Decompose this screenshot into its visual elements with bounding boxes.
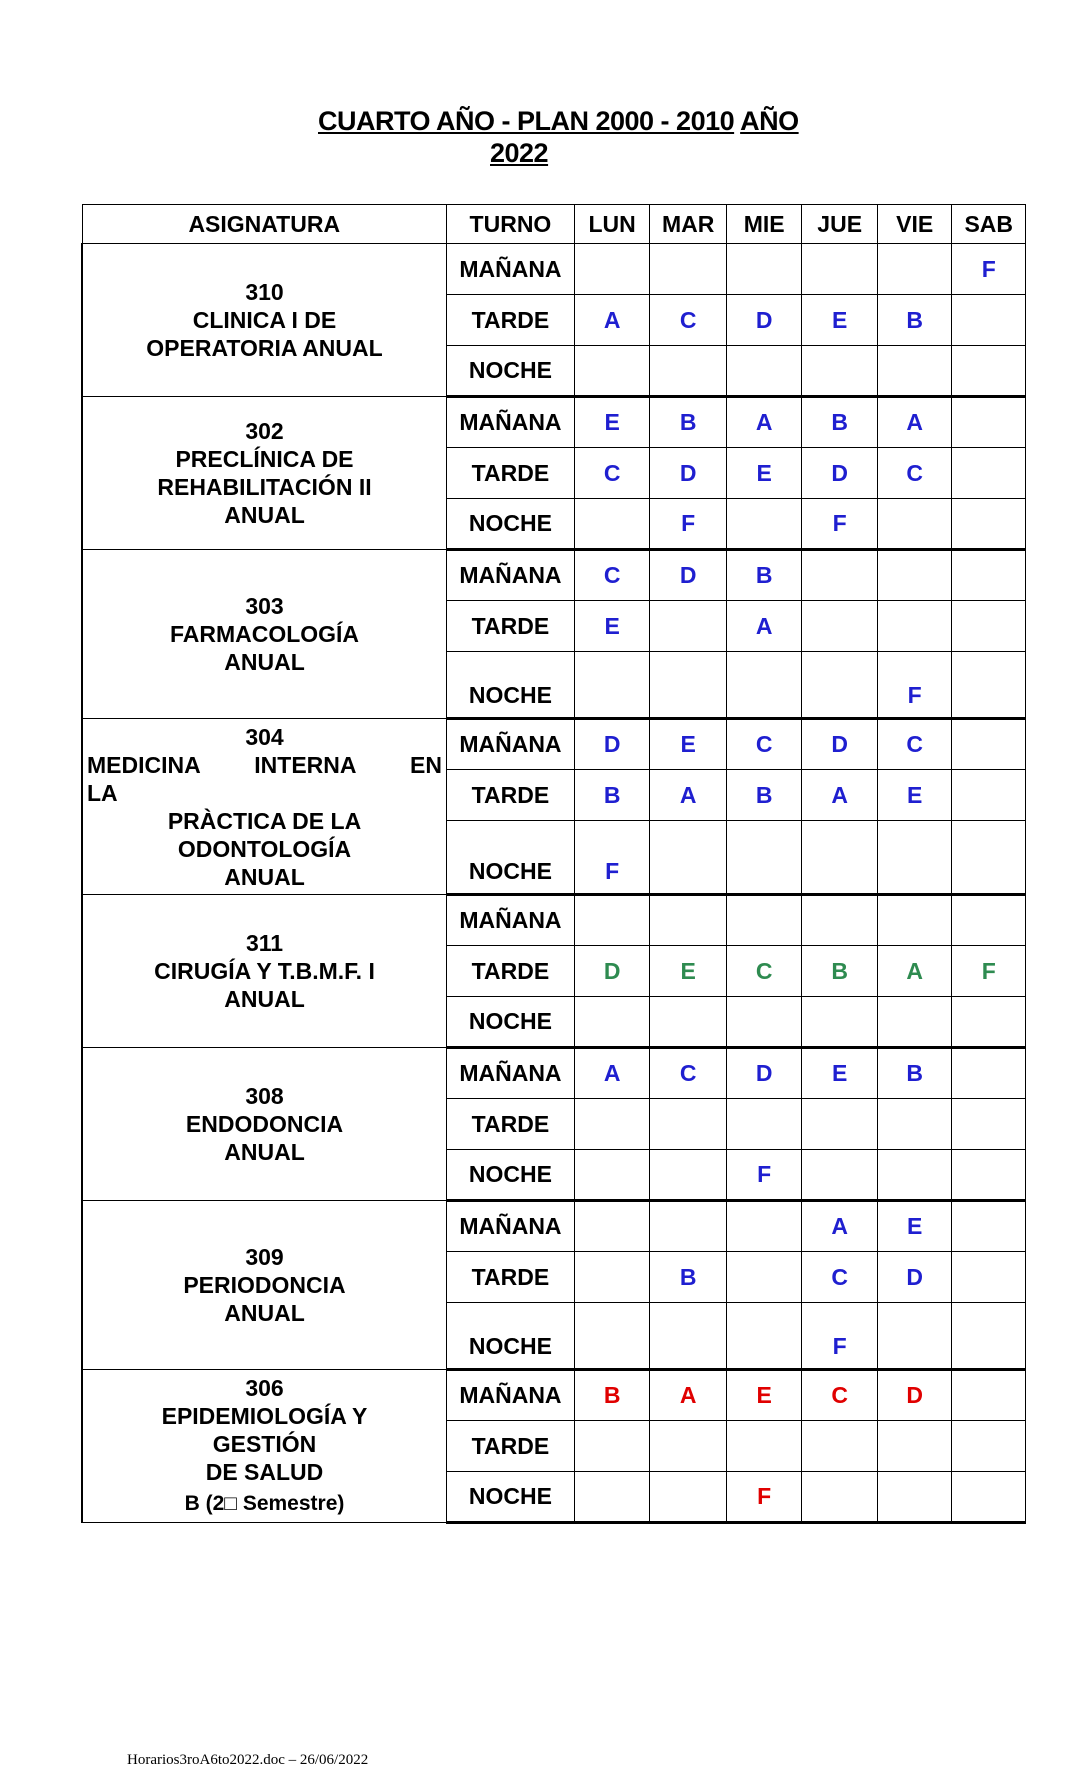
group-cell [726, 652, 802, 719]
group-cell [650, 895, 727, 946]
group-cell [650, 652, 727, 719]
group-cell: F [877, 652, 952, 719]
group-cell [802, 1150, 878, 1201]
group-cell: B [650, 397, 727, 448]
subject-code: 311 [245, 930, 284, 956]
header-mar: MAR [650, 205, 727, 244]
group-cell: A [802, 770, 878, 821]
group-cell [877, 1150, 952, 1201]
group-cell: B [574, 1370, 650, 1421]
group-cell [802, 1099, 878, 1150]
group-cell [726, 499, 802, 550]
shift-label: NOCHE [447, 997, 575, 1048]
group-cell [877, 1472, 952, 1523]
group-cell [650, 1150, 727, 1201]
shift-label: MAÑANA [447, 1370, 575, 1421]
shift-label: MAÑANA [447, 719, 575, 770]
group-cell [574, 1252, 650, 1303]
group-cell [802, 346, 878, 397]
group-cell [802, 601, 878, 652]
shift-label: MAÑANA [447, 244, 575, 295]
subject-name-line: EPIDEMIOLOGÍA Y [161, 1403, 368, 1429]
group-cell [952, 601, 1026, 652]
subject-name-line: LA [87, 779, 118, 806]
group-cell: C [574, 550, 650, 601]
group-cell: B [574, 770, 650, 821]
group-cell: D [802, 448, 878, 499]
group-cell [877, 346, 952, 397]
subject-cell [82, 397, 447, 550]
group-cell [877, 895, 952, 946]
subject-name-line: GESTIÓN [212, 1431, 317, 1457]
group-cell: C [650, 1048, 727, 1099]
group-cell [952, 1421, 1026, 1472]
group-cell: E [726, 448, 802, 499]
group-cell: A [877, 946, 952, 997]
group-cell: E [877, 1201, 952, 1252]
schedule-row [82, 895, 1026, 946]
group-cell: E [574, 397, 650, 448]
title-line-1 [318, 106, 799, 136]
group-cell [802, 997, 878, 1048]
schedule-row [82, 550, 1026, 601]
subject-cell [82, 1370, 447, 1523]
title-line-2 [490, 138, 548, 168]
subject-name-line: B (2□ Semestre) [184, 1492, 345, 1515]
group-cell: E [877, 770, 952, 821]
subject-cell [82, 550, 447, 719]
group-cell [650, 1099, 727, 1150]
group-cell: A [650, 770, 727, 821]
footer-filename: Horarios3roA6to2022.doc – 26/06/2022 [127, 1752, 369, 1768]
group-cell [877, 499, 952, 550]
group-cell: B [726, 550, 802, 601]
group-cell [952, 1150, 1026, 1201]
header-row [82, 205, 1026, 244]
schedule-row [82, 1370, 1026, 1421]
group-cell [650, 244, 727, 295]
group-cell: B [650, 1252, 727, 1303]
group-cell: F [952, 244, 1026, 295]
header-lun: LUN [574, 205, 650, 244]
group-cell: B [877, 1048, 952, 1099]
subject-name-line: REHABILITACIÓN II [157, 474, 372, 500]
subject-name-line: ANUAL [224, 863, 305, 890]
group-cell: E [726, 1370, 802, 1421]
header-turno: TURNO [447, 205, 575, 244]
subject-code: 302 [245, 418, 284, 444]
shift-label: TARDE [447, 295, 575, 346]
group-cell: D [726, 1048, 802, 1099]
group-cell [877, 244, 952, 295]
shift-label: TARDE [447, 1421, 575, 1472]
title-year: 2022 [490, 138, 549, 168]
group-cell: B [877, 295, 952, 346]
group-cell [574, 1201, 650, 1252]
group-cell: C [650, 295, 727, 346]
header-vie: VIE [877, 205, 952, 244]
group-cell [650, 1421, 727, 1472]
group-cell [650, 601, 727, 652]
group-cell [574, 1099, 650, 1150]
schedule-body [82, 244, 1026, 1523]
group-cell: F [952, 946, 1026, 997]
shift-label: MAÑANA [447, 1201, 575, 1252]
group-cell [574, 1150, 650, 1201]
group-cell: A [802, 1201, 878, 1252]
group-cell [877, 821, 952, 895]
group-cell: F [726, 1150, 802, 1201]
group-cell: D [877, 1370, 952, 1421]
group-cell [574, 652, 650, 719]
group-cell: F [574, 821, 650, 895]
subject-name-line: FARMACOLOGÍA [169, 621, 360, 647]
group-cell: D [574, 719, 650, 770]
group-cell [952, 295, 1026, 346]
group-cell [877, 997, 952, 1048]
group-cell: C [726, 719, 802, 770]
group-cell [726, 244, 802, 295]
group-cell [952, 1303, 1026, 1370]
shift-label: TARDE [447, 601, 575, 652]
group-cell [650, 1201, 727, 1252]
shift-label: MAÑANA [447, 550, 575, 601]
subject-name-line: ANUAL [224, 986, 305, 1012]
group-cell [952, 1099, 1026, 1150]
group-cell: D [650, 448, 727, 499]
group-cell [726, 821, 802, 895]
subject-name-line: PRECLÍNICA DE [175, 446, 354, 472]
subject-name-line: OPERATORIA ANUAL [146, 335, 383, 361]
group-cell [952, 719, 1026, 770]
group-cell [952, 550, 1026, 601]
group-cell [574, 1303, 650, 1370]
group-cell [952, 1472, 1026, 1523]
subject-name-line: PRÀCTICA DE LA [167, 807, 362, 834]
group-cell [650, 1472, 727, 1523]
title-plan: CUARTO AÑO - PLAN 2000 - 2010 [318, 106, 735, 136]
subject-name-line: ANUAL [224, 1139, 305, 1165]
group-cell [952, 448, 1026, 499]
group-cell [952, 895, 1026, 946]
group-cell [726, 346, 802, 397]
group-cell: C [802, 1252, 878, 1303]
group-cell [574, 244, 650, 295]
group-cell [650, 346, 727, 397]
group-cell [802, 652, 878, 719]
group-cell: D [802, 719, 878, 770]
group-cell: A [574, 295, 650, 346]
group-cell [650, 1303, 727, 1370]
schedule-table [81, 204, 1026, 1524]
group-cell: E [802, 295, 878, 346]
group-cell [952, 770, 1026, 821]
group-cell [952, 346, 1026, 397]
schedule-row [82, 1201, 1026, 1252]
group-cell [802, 244, 878, 295]
group-cell [802, 550, 878, 601]
group-cell [802, 821, 878, 895]
group-cell [802, 1421, 878, 1472]
shift-label: MAÑANA [447, 1048, 575, 1099]
shift-label: NOCHE [447, 346, 575, 397]
shift-label: MAÑANA [447, 397, 575, 448]
subject-code: 304 [245, 723, 284, 750]
group-cell [877, 550, 952, 601]
subject-cell [82, 719, 447, 895]
group-cell: F [726, 1472, 802, 1523]
group-cell [952, 821, 1026, 895]
group-cell [726, 1421, 802, 1472]
group-cell: A [650, 1370, 727, 1421]
shift-label: NOCHE [447, 1303, 575, 1370]
group-cell [802, 895, 878, 946]
shift-label: TARDE [447, 946, 575, 997]
group-cell: E [802, 1048, 878, 1099]
shift-label: TARDE [447, 770, 575, 821]
shift-label: TARDE [447, 1252, 575, 1303]
shift-label: NOCHE [447, 499, 575, 550]
group-cell: E [650, 946, 727, 997]
group-cell [877, 601, 952, 652]
group-cell: F [650, 499, 727, 550]
group-cell: A [574, 1048, 650, 1099]
subject-code: 303 [245, 593, 284, 619]
subject-name-line: CLINICA I DE [192, 307, 337, 333]
subject-name-line: PERIODONCIA [183, 1272, 346, 1298]
group-cell [952, 997, 1026, 1048]
header-jue: JUE [802, 205, 878, 244]
group-cell: D [726, 295, 802, 346]
schedule-row [82, 397, 1026, 448]
subject-cell [82, 1201, 447, 1370]
group-cell [726, 1099, 802, 1150]
group-cell [574, 997, 650, 1048]
group-cell [650, 821, 727, 895]
subject-code: 309 [245, 1244, 284, 1270]
shift-label: NOCHE [447, 1472, 575, 1523]
subject-name-line: ANUAL [224, 649, 305, 675]
shift-label: MAÑANA [447, 895, 575, 946]
group-cell [574, 499, 650, 550]
subject-code: 306 [245, 1375, 284, 1401]
group-cell: C [877, 448, 952, 499]
group-cell: C [802, 1370, 878, 1421]
group-cell [574, 1421, 650, 1472]
subject-cell [82, 1048, 447, 1201]
subject-code: 308 [245, 1083, 284, 1109]
group-cell: A [726, 397, 802, 448]
shift-label: TARDE [447, 1099, 575, 1150]
subject-name-line: ANUAL [224, 1300, 305, 1326]
subject-name-line: ODONTOLOGÍA [177, 835, 352, 862]
group-cell: E [574, 601, 650, 652]
schedule-row [82, 719, 1026, 770]
group-cell: F [802, 1303, 878, 1370]
group-cell: D [650, 550, 727, 601]
group-cell [952, 1201, 1026, 1252]
group-cell [877, 1099, 952, 1150]
group-cell [726, 895, 802, 946]
subject-name-line: MEDICINA INTERNA EN [87, 751, 442, 778]
group-cell: B [802, 397, 878, 448]
schedule-row [82, 1048, 1026, 1099]
shift-label: NOCHE [447, 1150, 575, 1201]
group-cell [650, 997, 727, 1048]
group-cell: F [802, 499, 878, 550]
group-cell: A [726, 601, 802, 652]
group-cell [952, 397, 1026, 448]
group-cell [726, 1201, 802, 1252]
shift-label: NOCHE [447, 821, 575, 895]
group-cell [574, 346, 650, 397]
group-cell: A [877, 397, 952, 448]
group-cell [952, 499, 1026, 550]
group-cell [952, 652, 1026, 719]
group-cell [877, 1303, 952, 1370]
subject-name-line: DE SALUD [205, 1459, 324, 1485]
group-cell: C [877, 719, 952, 770]
header-sab: SAB [952, 205, 1026, 244]
group-cell [952, 1048, 1026, 1099]
group-cell [574, 895, 650, 946]
group-cell [726, 997, 802, 1048]
group-cell: B [726, 770, 802, 821]
group-cell: C [574, 448, 650, 499]
group-cell [877, 1421, 952, 1472]
group-cell: D [877, 1252, 952, 1303]
group-cell [726, 1252, 802, 1303]
subject-name-line: ENDODONCIA [185, 1111, 344, 1137]
group-cell [952, 1370, 1026, 1421]
group-cell: B [802, 946, 878, 997]
group-cell [802, 1472, 878, 1523]
subject-name-line: ANUAL [224, 502, 305, 528]
subject-cell [82, 895, 447, 1048]
header-mie: MIE [726, 205, 802, 244]
group-cell [952, 1252, 1026, 1303]
group-cell: D [574, 946, 650, 997]
subject-name-line: CIRUGÍA Y T.B.M.F. I [154, 958, 375, 984]
schedule-row [82, 244, 1026, 295]
subject-cell [82, 244, 447, 397]
group-cell: E [650, 719, 727, 770]
shift-label: TARDE [447, 448, 575, 499]
header-asignatura: ASIGNATURA [82, 205, 447, 244]
group-cell: C [726, 946, 802, 997]
group-cell [574, 1472, 650, 1523]
group-cell [726, 1303, 802, 1370]
subject-code: 310 [245, 279, 284, 305]
title-ano: AÑO [740, 106, 799, 136]
shift-label: NOCHE [447, 652, 575, 719]
